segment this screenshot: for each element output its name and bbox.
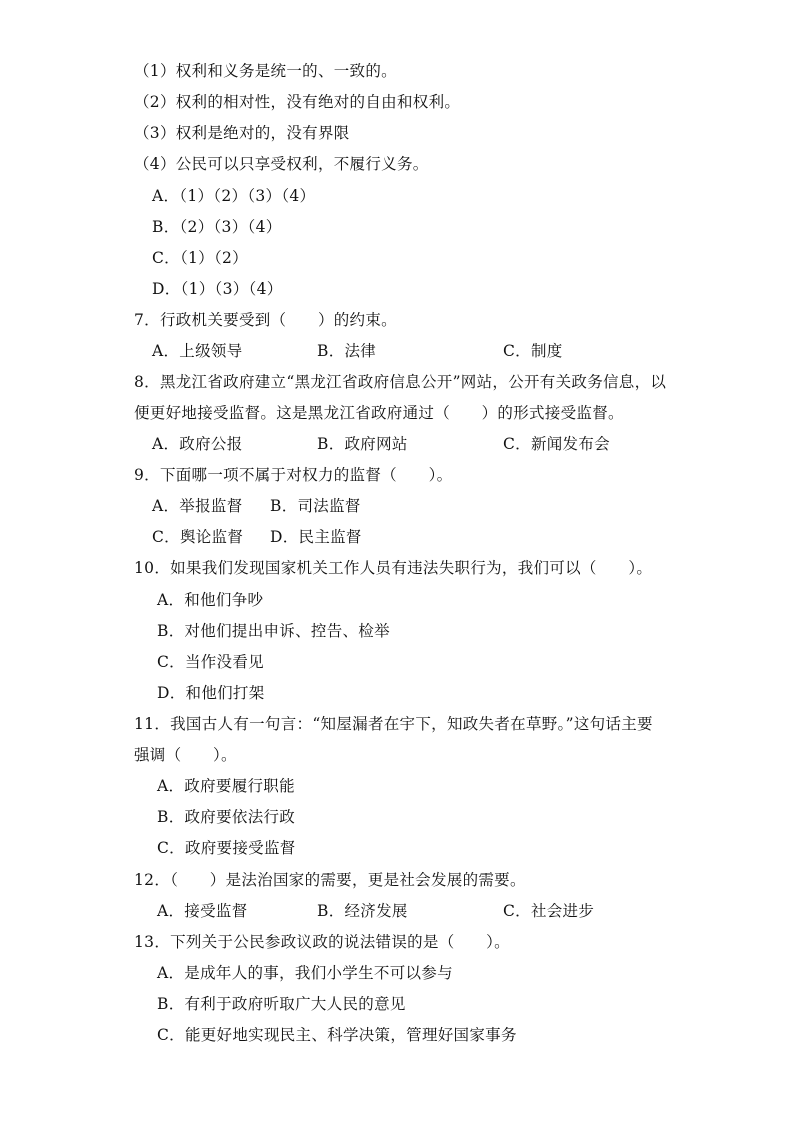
q11-stem-line1: 11．我国古人有一句言：“知屋漏者在宇下，知政失者在草野。”这句话主要 [134, 715, 653, 733]
q10-stem: 10．如果我们发现国家机关工作人员有违法失职行为，我们可以（ ）。 [134, 559, 653, 577]
q11-stem-line2: 强调（ ）。 [134, 746, 237, 764]
q13-option-c: C．能更好地实现民主、科学决策，管理好国家事务 [157, 1026, 517, 1044]
q11-option-a: A．政府要履行职能 [157, 777, 295, 795]
q9-option-a: A．举报监督 [152, 497, 243, 515]
q7-option-c: C．制度 [503, 342, 563, 360]
q6-option-d: D．（1）（3）（4） [152, 280, 283, 298]
q7-option-a: A．上级领导 [152, 342, 243, 360]
q13-stem: 13．下列关于公民参政议政的说法错误的是（ ）。 [134, 933, 510, 951]
q8-stem-line2: 便更好地接受监督。这是黑龙江省政府通过（ ）的形式接受监督。 [134, 404, 624, 422]
q12-option-b: B．经济发展 [317, 902, 408, 920]
q6-statement-3: （3）权利是绝对的，没有界限 [134, 124, 350, 142]
q10-option-c: C．当作没看见 [157, 653, 264, 671]
q13-option-a: A．是成年人的事，我们小学生不可以参与 [157, 964, 453, 982]
q6-option-c: C．（1）（2） [152, 249, 248, 267]
q8-option-a: A．政府公报 [152, 435, 243, 453]
q6-statement-2: （2）权利的相对性，没有绝对的自由和权利。 [134, 93, 461, 111]
q9-option-b: B．司法监督 [270, 497, 361, 515]
q6-statement-1: （1）权利和义务是统一的、一致的。 [134, 62, 397, 80]
q11-option-c: C．政府要接受监督 [157, 839, 296, 857]
q6-option-a: A．（1）（2）（3）（4） [152, 187, 316, 205]
q10-option-d: D．和他们打架 [157, 684, 265, 702]
q8-option-c: C．新闻发布会 [503, 435, 610, 453]
q8-stem-line1: 8．黑龙江省政府建立“黑龙江省政府信息公开”网站，公开有关政务信息，以 [134, 373, 667, 391]
q9-option-c: C．舆论监督 [152, 528, 244, 546]
q12-stem: 12．（ ）是法治国家的需要，更是社会发展的需要。 [134, 871, 526, 889]
q7-option-b: B．法律 [317, 342, 377, 360]
q9-option-d: D．民主监督 [270, 528, 362, 546]
q8-option-b: B．政府网站 [317, 435, 408, 453]
q9-stem: 9．下面哪一项不属于对权力的监督（ ）。 [134, 466, 453, 484]
q10-option-b: B．对他们提出申诉、控告、检举 [157, 622, 390, 640]
q6-option-b: B．（2）（3）（4） [152, 218, 282, 236]
q12-option-a: A．接受监督 [157, 902, 248, 920]
q7-stem: 7．行政机关要受到（ ）的约束。 [134, 311, 397, 329]
q6-statement-4: （4）公民可以只享受权利，不履行义务。 [134, 155, 429, 173]
q10-option-a: A．和他们争吵 [157, 591, 264, 609]
q11-option-b: B．政府要依法行政 [157, 808, 296, 826]
q13-option-b: B．有利于政府听取广大人民的意见 [157, 995, 406, 1013]
q12-option-c: C．社会进步 [503, 902, 595, 920]
